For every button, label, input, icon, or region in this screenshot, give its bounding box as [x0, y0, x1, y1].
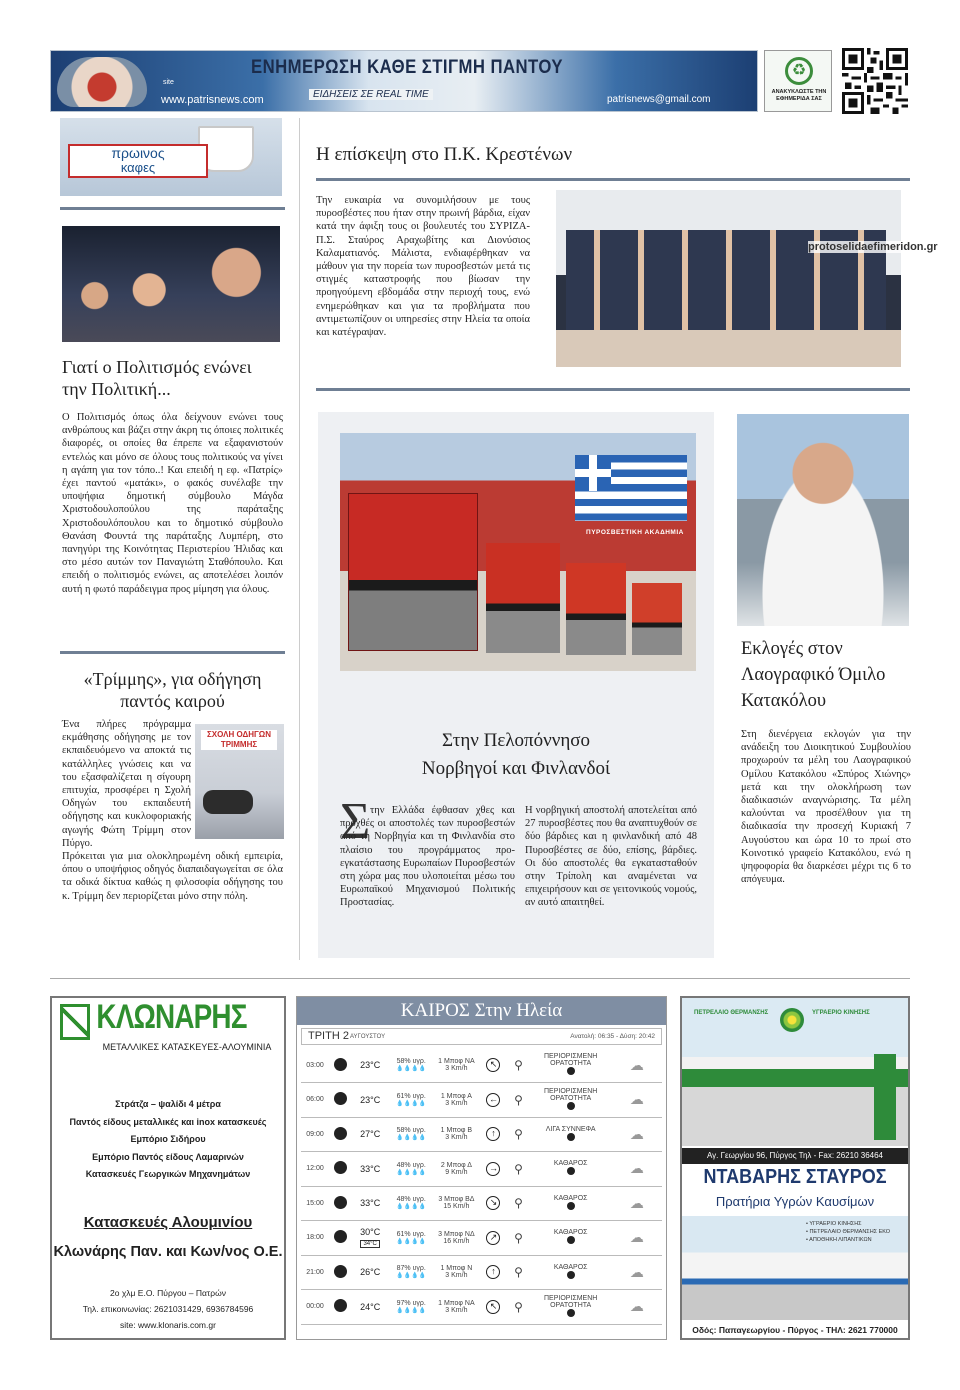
wind-direction-icon: ← [479, 1083, 507, 1118]
price-pole [874, 1054, 896, 1140]
weather-time [301, 1083, 329, 1118]
flag-canton [575, 455, 611, 491]
weather-wind-text: 3 Μποφ ΝΔ [438, 1230, 475, 1238]
weather-sun: Ανατολή: 06:35 - Δύση: 20:42 [570, 1033, 655, 1040]
weather-temp [351, 1255, 389, 1290]
weather-time [301, 1186, 329, 1221]
weather-box [296, 996, 667, 1340]
weather-date-bar [301, 1028, 662, 1045]
klonaris-logo-icon [60, 1004, 90, 1040]
weather-time-text: 03:00 [306, 1061, 324, 1069]
weather-sky [530, 1255, 612, 1290]
weather-sky-text: ΚΑΘΑΡΟΣ [553, 1229, 588, 1237]
weather-sky-text: ΠΕΡΙΟΡΙΣΜΕΝΗ ΟΡΑΤΟΤΗΤΑ [543, 1053, 598, 1067]
weather-temp [351, 1048, 389, 1083]
column-separator [299, 118, 300, 960]
portrait-photo [737, 414, 909, 626]
weather-sky [530, 1290, 612, 1325]
recycle-badge [764, 50, 832, 112]
wind-turbine-icon: ⚲ [508, 1221, 530, 1256]
weather-temp-text: 30°C [360, 1227, 381, 1238]
column-logo [60, 118, 282, 196]
weather-time [301, 1117, 329, 1152]
weather-temp-text: 24°C [360, 1301, 381, 1312]
ntavaris-top-photo [682, 998, 908, 1146]
website-link[interactable]: www.patrisnews.com [161, 94, 264, 106]
weather-wind [433, 1221, 479, 1256]
klonaris-phones[interactable]: Τηλ. επικοινωνίας: 2621031429, 6936784596 [82, 1304, 254, 1314]
divider [60, 651, 285, 654]
weather-wind-speed: 3 Km/h [445, 1134, 468, 1142]
ntavaris-name: ΝΤΑΒΑΡΗΣ ΣΤΑΥΡΟΣ [703, 1166, 887, 1188]
weather-wind-text: 1 Μποφ Ν [440, 1265, 473, 1273]
weather-temp-text: 27°C [360, 1129, 381, 1140]
ntavaris-subtitle: Πρατήρια Υγρών Καυσίμων [715, 1194, 875, 1209]
bottom-rule [50, 978, 910, 979]
weather-time [301, 1048, 329, 1083]
weather-wind [433, 1083, 479, 1118]
wind-direction-icon: ↗ [479, 1221, 507, 1256]
weather-wind [433, 1048, 479, 1083]
article1-body: Ο Πολιτισμός όπως όλα δείχνουν ενώνει τους ανθρώπους και βάζει στην άκρη τις όποιες πολιτικές διαφορές, οι οποίες θα έπρεπε να εξαφανιστούν εντελώς και μόνο σε όλους τους πολιτικούς να γίνει η αγάπη για τον τόπο..! Και επειδή η εφ. «Πατρίς» έχει παντού «ματάκι», ο φακός συνέλαβε την υποψήφια δημοτική σύμβουλο Μάγδα Χριστοδουλοπούλου της παράταξης Χριστοδουλόπουλου και το δημοτικό σύμβουλο Θανάση Φουντά της παράταξης Λυμπέρη, στο πανηγύρι της Κοινότητας Περιστερίου Ήλιδας και στο μέσο αυτών τον Παναγιώτη Σταθόπουλο. Και επειδή ο πολιτισμός ενώνει, ας αποτελέσει λοιπόν αυτή η φωτό παράδειγμα προς μίμηση για όλους. [62, 412, 283, 595]
weather-time-text: 18:00 [306, 1234, 324, 1242]
fire-trucks-photo [340, 433, 696, 671]
weather-humidity-text: 58% υγρ. [396, 1127, 426, 1135]
klonaris-subtitle: Κατασκευές Αλουμινίου [83, 1214, 253, 1231]
weather-time [301, 1221, 329, 1256]
weather-sky-text: ΠΕΡΙΟΡΙΣΜΕΝΗ ΟΡΑΤΟΤΗΤΑ [543, 1294, 598, 1309]
weather-humidity-text: 48% υγρ. [396, 1161, 426, 1169]
weather-sky [530, 1221, 612, 1256]
weather-condition-icon: ☁ [612, 1117, 662, 1152]
weather-wind [433, 1117, 479, 1152]
ntavaris-bottom-bar: Οδός: Παπαγεωργίου - Πύργος - ΤΗΛ: 2621 770000 [682, 1322, 908, 1338]
weather-row [301, 1152, 662, 1187]
weather-humidity: 97% υγρ. 💧💧💧💧 [389, 1290, 433, 1325]
weather-wind [433, 1186, 479, 1221]
banner-eye-image [57, 57, 147, 107]
ntavaris-services [806, 1220, 906, 1244]
weather-humidity-text: 61% υγρ. [396, 1092, 426, 1100]
banner-title: ΕΝΗΜΕΡΩΣΗ ΚΑΘΕ ΣΤΙΓΜΗ ΠΑΝΤΟΥ [251, 57, 563, 78]
weather-sky-text: ΠΕΡΙΟΡΙΣΜΕΝΗ ΟΡΑΤΟΤΗΤΑ [543, 1087, 598, 1102]
weather-row [301, 1290, 662, 1325]
weather-row [301, 1186, 662, 1221]
time-dot-icon [329, 1117, 351, 1152]
weather-time [301, 1255, 329, 1290]
weather-wind-text: 1 Μποφ ΝΑ [438, 1299, 475, 1307]
weather-condition-icon: ☁ [612, 1255, 662, 1290]
klonaris-tagline: ΜΕΤΑΛΛΙΚΕΣ ΚΑΤΑΣΚΕΥΕΣ-ΑΛΟΥΜΙΝΙΑ [102, 1042, 272, 1052]
school-sign: ΣΧΟΛΗ ΟΔΗΓΩΝ ΤΡΙΜΜΗΣ [201, 730, 277, 750]
weather-wind-text: 1 Μποφ Α [440, 1092, 472, 1100]
bp-logo-icon [780, 1008, 804, 1032]
time-dot-icon [329, 1083, 351, 1118]
article1-photo [62, 226, 280, 342]
driving-school-photo [195, 724, 284, 839]
klonaris-company: Κλωνάρης Παν. και Κων/νος Ο.Ε. [53, 1244, 283, 1260]
weather-temp-text: 33°C [360, 1198, 381, 1209]
weather-sky [530, 1083, 612, 1118]
fuel-label-1: ΠΕΤΡΕΛΑΙΟ ΘΕΡΜΑΝΣΗΣ [694, 1010, 769, 1016]
weather-condition-icon: ☁ [612, 1290, 662, 1325]
truck-3 [566, 563, 626, 655]
wind-turbine-icon: ⚲ [508, 1152, 530, 1187]
weather-condition-icon: ☁ [612, 1048, 662, 1083]
klonaris-service-line: Παντός είδους μεταλλικές και inox κατασκευές [69, 1116, 267, 1127]
weather-wind-text: 2 Μποφ Δ [440, 1161, 472, 1169]
wind-turbine-icon: ⚲ [508, 1186, 530, 1221]
truck-1 [348, 493, 478, 651]
right-top-title: Η επίσκεψη στο Π.Κ. Κρεστένων [316, 144, 573, 165]
wind-direction-icon: ↑ [479, 1255, 507, 1290]
weather-wind [433, 1152, 479, 1187]
wind-turbine-icon: ⚲ [508, 1117, 530, 1152]
wind-turbine-icon: ⚲ [508, 1255, 530, 1290]
recycle-text: ΑΝΑΚΥΚΛΩΣΤΕ ΤΗΝ ΕΦΗΜΕΡΙΔΑ ΣΑΣ [771, 89, 827, 102]
weather-condition-icon: ☁ [612, 1221, 662, 1256]
weather-wind-speed: 16 Km/h [443, 1237, 470, 1245]
weather-condition-icon: ☁ [612, 1186, 662, 1221]
recycle-icon: ♻ [785, 57, 813, 85]
weather-humidity: 58% υγρ. 💧💧💧💧 [389, 1048, 433, 1083]
ntavaris-service-line: • ΠΕΤΡΕΛΑΙΟ ΘΕΡΜΑΝΣΗΣ ΕΚΟ [806, 1229, 891, 1235]
logo-word-1: πρωινος [111, 145, 165, 161]
weather-wind [433, 1290, 479, 1325]
weather-sky-text: ΛΙΓΑ ΣΥΝΝΕΦΑ [545, 1125, 596, 1133]
weather-temp-text: 23°C [360, 1060, 381, 1070]
logo-box [68, 144, 208, 178]
time-dot-icon [329, 1255, 351, 1290]
klonaris-service-line: Εμπόριο Σιδήρου [130, 1134, 206, 1144]
qr-code-icon[interactable] [840, 48, 910, 114]
article2-title: «Τρίμμης», για οδήγηση παντός καιρού [83, 669, 262, 711]
weather-table [301, 1048, 662, 1325]
weather-time [301, 1290, 329, 1325]
weather-sky [530, 1117, 612, 1152]
ntavaris-service-line: • ΑΠΟΘΗΚΗ ΛΙΠΑΝΤΙΚΩΝ [806, 1237, 872, 1243]
weather-temp [351, 1186, 389, 1221]
weather-humidity: 48% υγρ. 💧💧💧💧 [389, 1152, 433, 1187]
ntavaris-ad [680, 996, 910, 1340]
time-dot-icon [329, 1186, 351, 1221]
ntavaris-bottom-photo [682, 1216, 908, 1320]
weather-temp [351, 1221, 389, 1256]
weather-sky [530, 1048, 612, 1083]
weather-sky-text: ΚΑΘΑΡΟΣ [553, 1194, 588, 1202]
weather-wind-speed: 3 Km/h [445, 1306, 468, 1314]
truck-4 [632, 583, 682, 655]
weather-wind-text: 1 Μποφ ΝΑ [438, 1058, 475, 1065]
weather-time [301, 1152, 329, 1187]
wind-direction-icon: ↑ [479, 1117, 507, 1152]
weather-humidity-text: 58% υγρ. [396, 1058, 426, 1065]
feels-like-badge: 34°C [360, 1240, 379, 1248]
weather-temp-text: 23°C [360, 1094, 381, 1105]
site-label: site [163, 79, 174, 86]
weather-month: ΑΥΓΟΥΣΤΟΥ [350, 1034, 386, 1040]
center-title-line2: Νορβηγοί και Φινλανδοί [421, 758, 611, 779]
wind-turbine-icon: ⚲ [508, 1290, 530, 1325]
weather-humidity: 58% υγρ. 💧💧💧💧 [389, 1117, 433, 1152]
desk-surface [556, 330, 901, 367]
ntavaris-service-line: • ΥΓΡΑΕΡΙΟ ΚΙΝΗΣΗΣ [806, 1221, 862, 1227]
article2-body-wrapped: Ένα πλήρες πρόγραμμα εκμάθησης οδήγησης με τον εκπαιδευόμενο να αποκτά τις κατάλληλες γνώσεις και να του εξασφαλίζεται η σίγουρη επιτυχία, προσφέρει η Σχολή Οδηγών του εκπαιδευτή οδήγησης και κυκλοφοριακής αγωγής Φώτη Τρίμμη στον Πύργο. [62, 719, 191, 849]
dropcap: Σ [340, 793, 371, 850]
weather-humidity: 61% υγρ. 💧💧💧💧 [389, 1221, 433, 1256]
weather-sky-text: ΚΑΘΑΡΟΣ [553, 1160, 588, 1168]
time-dot-icon [329, 1221, 351, 1256]
weather-wind-speed: 9 Km/h [445, 1168, 468, 1176]
weather-humidity-text: 48% υγρ. [396, 1196, 426, 1204]
center-title-line1: Στην Πελοπόννησο [442, 730, 590, 751]
email-link[interactable]: patrisnews@gmail.com [607, 94, 711, 105]
weather-wind-speed: 15 Km/h [443, 1203, 470, 1211]
ntavaris-address-bar: Αγ. Γεωργίου 96, Πύργος Τηλ - Fax: 26210 36464 [682, 1148, 908, 1164]
weather-time-text: 00:00 [306, 1303, 324, 1311]
klonaris-service-line: Στράτζα – ψαλίδι 4 μέτρα [115, 1099, 221, 1109]
weather-temp-text: 33°C [360, 1163, 381, 1174]
motorbike-image [203, 790, 253, 814]
time-dot-icon [329, 1048, 351, 1083]
weather-time-text: 12:00 [306, 1165, 324, 1173]
greek-flag-image [575, 455, 687, 521]
weather-day: ΤΡΙΤΗ 2 [308, 1030, 349, 1042]
divider [316, 178, 910, 181]
weather-time-text: 21:00 [306, 1268, 324, 1276]
wind-turbine-icon: ⚲ [508, 1048, 530, 1083]
truck-2 [486, 543, 560, 653]
weather-wind-speed: 3 Km/h [445, 1065, 468, 1072]
right-mid-body: Στη διενέργεια εκλογών για την ανάδειξη του Διοικητικού Συμβουλίου προχωρούν τα μέλη του Λαογραφικού Ομίλου Κατακόλου «Σπύρος Χιώνης» μετά και την ολοκλήρωση των διαδικασιών αναγνώρισης. Τα μέλη καλούνται να προσέλθουν για τη διαδικασία την προσεχή Κυριακή 7 Αυγούστου και ώρα 10 το πρωί στο Κοινοτικό γραφείο Κατακόλου, ενώ η ψηφοφορία θα διαρκέσει μέχρι τις 6 το απόγευμα. [741, 729, 911, 886]
weather-humidity-text: 61% υγρ. [396, 1230, 426, 1238]
header-banner [50, 50, 758, 112]
weather-condition-icon: ☁ [612, 1083, 662, 1118]
firefighters-photo [556, 190, 901, 367]
weather-humidity: 48% υγρ. 💧💧💧💧 [389, 1186, 433, 1221]
weather-wind-text: 3 Μποφ ΒΔ [438, 1196, 475, 1204]
time-dot-icon [329, 1152, 351, 1187]
weather-title: ΚΑΙΡΟΣ Στην Ηλεία [297, 997, 666, 1025]
weather-sky [530, 1152, 612, 1187]
watermark: protoselidaefimeridon.gr [808, 241, 938, 253]
weather-wind-text: 1 Μποφ Β [440, 1127, 473, 1135]
center-col1: την Ελλάδα έφθασαν χθες και προχθές οι αποστολές των πυροσβεστών από τη Νορβηγία και τη Φινλανδία στο πλαίσιο του προγράμματος προ-εγκατάστασης Ευρωπαίων Πυροσβεστών στη χώρα μας που υλοποιείται μέσω του Ευρωπαϊκού Μηχανισμού Πολιτικής Προστασίας. [340, 805, 515, 909]
weather-sky [530, 1186, 612, 1221]
weather-row [301, 1117, 662, 1152]
weather-wind [433, 1255, 479, 1290]
weather-row [301, 1048, 662, 1083]
weather-condition-icon: ☁ [612, 1152, 662, 1187]
banner-subtitle: ΕΙΔΗΣΕΙΣ ΣΕ REAL TIME [309, 89, 433, 100]
fuel-label-2: ΥΓΡΑΕΡΙΟ ΚΙΝΗΣΗΣ [812, 1010, 870, 1016]
weather-temp [351, 1117, 389, 1152]
logo-word-2: καφες [120, 160, 156, 175]
klonaris-brand: ΚΛΩΝΑΡΗΣ [96, 998, 247, 1036]
wind-direction-icon: → [479, 1152, 507, 1187]
klonaris-address: 2ο χλμ Ε.Ο. Πύργου – Πατρών [110, 1288, 226, 1298]
weather-humidity: 87% υγρ. 💧💧💧💧 [389, 1255, 433, 1290]
article2-body-rest: Πρόκειται για μια ολοκληρωμένη οδική εμπειρία, όπου ο υποψήφιος οδηγός διαπαιδαγωγείται σε όλα τα οδικά δίκτυα καθώς η φιλοσοφία οδήγησης του κ. Τρίμμη δεν περιορίζεται μόνο στην πόλη. [62, 851, 283, 902]
weather-humidity: 61% υγρ. 💧💧💧💧 [389, 1083, 433, 1118]
weather-row [301, 1083, 662, 1118]
klonaris-site[interactable]: site: www.klonaris.com.gr [120, 1320, 216, 1330]
weather-time-text: 15:00 [306, 1199, 324, 1207]
wind-turbine-icon: ⚲ [508, 1083, 530, 1118]
wind-direction-icon: ↘ [479, 1186, 507, 1221]
weather-temp [351, 1152, 389, 1187]
klonaris-service-line: Κατασκευές Γεωργικών Μηχανημάτων [85, 1169, 251, 1179]
weather-row [301, 1255, 662, 1290]
wind-direction-icon: ↖ [479, 1048, 507, 1083]
time-dot-icon [329, 1290, 351, 1325]
weather-row [301, 1221, 662, 1256]
weather-humidity-text: 97% υγρ. [396, 1299, 426, 1307]
weather-time-text: 06:00 [306, 1096, 324, 1104]
building-sign: ΠΥΡΟΣΒΕΣΤΙΚΗ ΑΚΑΔΗΜΙΑ [586, 529, 684, 536]
weather-temp [351, 1290, 389, 1325]
wind-direction-icon: ↖ [479, 1290, 507, 1325]
klonaris-service-line: Εμπόριο Παντός είδους Λαμαρινών [92, 1151, 244, 1162]
weather-time-text: 09:00 [306, 1130, 324, 1138]
weather-sky-text: ΚΑΘΑΡΟΣ [553, 1263, 588, 1271]
center-col2: Η νορβηγική αποστολή αποτελείται από 27 πυροσβέστες που θα αναπτυχθούν σε δύο βάρδιες και η φινλανδική από 48 Πυροσβέστες σε δύο, επίσης, βάρδιες. Οι δύο αποστολές θα εγκατασταθούν στην Τρίπολη και αναμένεται να επιχειρήσουν και σε γειτονικούς νομούς, αν αυτό απαιτηθεί. [525, 805, 697, 909]
weather-humidity-text: 87% υγρ. [396, 1265, 426, 1273]
weather-wind-speed: 3 Km/h [445, 1272, 468, 1280]
divider [316, 388, 910, 391]
weather-temp-text: 26°C [360, 1267, 381, 1278]
weather-temp [351, 1083, 389, 1118]
klonaris-services [56, 1096, 280, 1184]
divider [60, 207, 285, 210]
weather-wind-speed: 3 Km/h [445, 1099, 468, 1107]
right-top-body: Την ευκαιρία να συνομιλήσουν με τους πυροσβέστες που ήταν στην πρωινή βάρδια, είχαν κατά την άφιξη τους οι βουλευτές του ΣΥΡΙΖΑ-Π.Σ. Σταύρος Αραχωβίτης και Διονύσιος Καλαματιανός. Μάλιστα, ενδιαφέρθηκαν να μάθουν για την πορεία των πυροσβεστών μετά τις στιγμές καταστροφής που βίωσαν την προηγούμενη εβδομάδα στην περιοχή τους, ενώ ενημερώθηκαν και για τα προβλήματα που αντιμετωπίζουν οι υπηρεσίες στην Ηλεία τα οποία και κατέγραψαν. [316, 195, 530, 339]
article1-title: Γιατί ο Πολιτισμός ενώνει την Πολιτική... [62, 357, 252, 399]
klonaris-ad [50, 996, 286, 1340]
right-mid-title: Εκλογές στον Λαογραφικό Όμιλο Κατακόλου [741, 639, 886, 711]
